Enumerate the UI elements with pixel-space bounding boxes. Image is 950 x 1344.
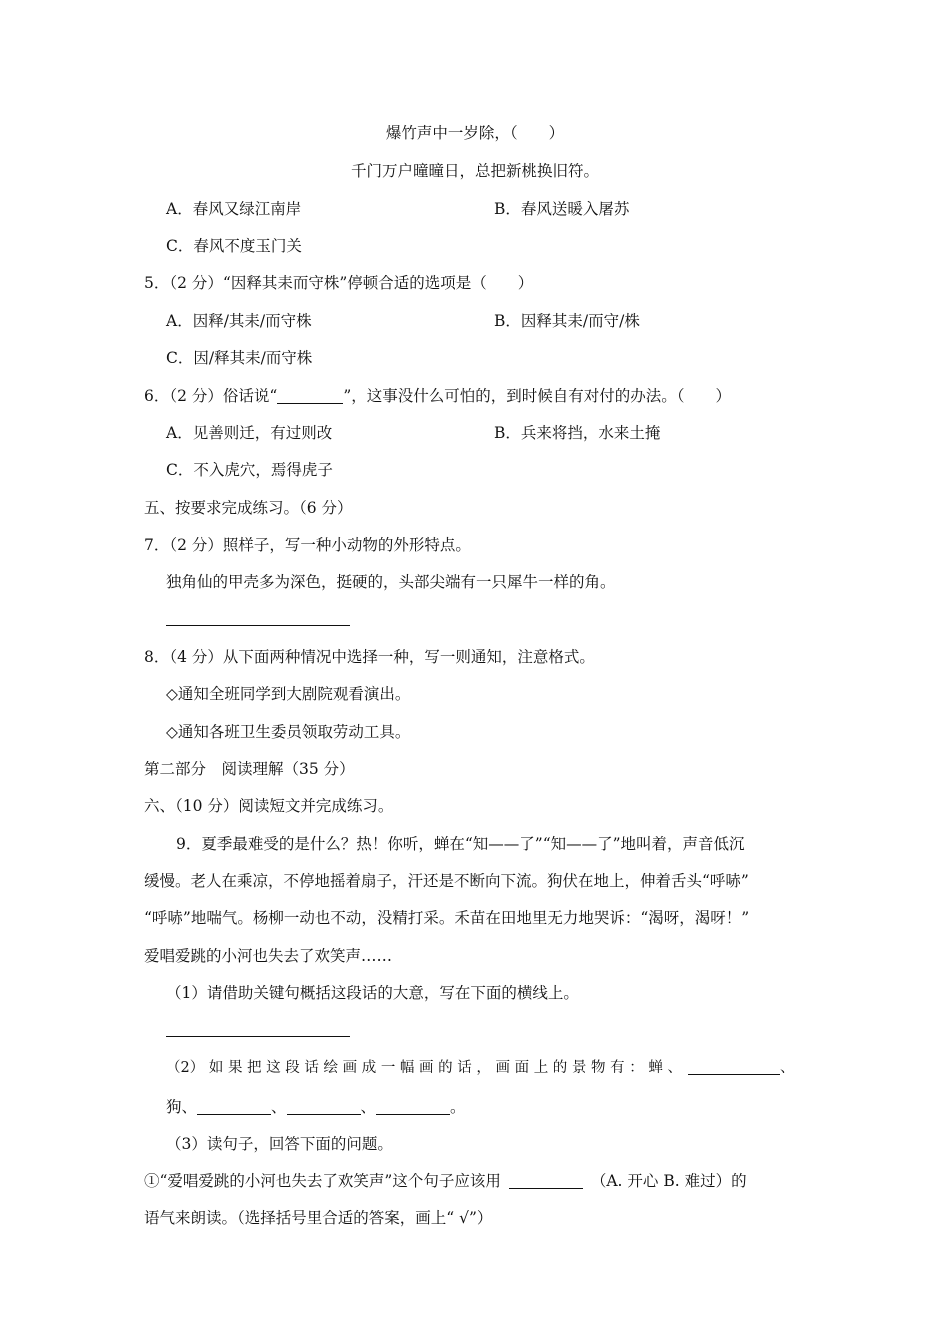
- q9-sub2-text: （2） 如 果 把 这 段 话 绘 画 成 一 幅 画 的 话 ， 画 面 上 的 景 物 有 ： 蝉 、: [166, 1060, 682, 1076]
- q9-sub2-blank-3[interactable]: [287, 1098, 361, 1115]
- section-6-title: 六、（10 分）阅读短文并完成练习。: [144, 797, 394, 815]
- q9-sub2-dog: 狗、: [166, 1098, 198, 1116]
- q9-sub2-blank-4[interactable]: [376, 1098, 450, 1115]
- q6-option-a: A．见善则迁，有过则改: [166, 424, 333, 442]
- q5-option-b: B．因释其耒/而守/株: [494, 312, 640, 330]
- q9-passage-line-4: 爱唱爱跳的小河也失去了欢笑声……: [144, 947, 393, 965]
- q8-stem: 8．（4 分）从下面两种情况中选择一种，写一则通知，注意格式。: [144, 648, 595, 666]
- q8-option-2: ◇通知各班卫生委员领取劳动工具。: [166, 723, 411, 741]
- q9-sub3-q1-blank[interactable]: [509, 1172, 583, 1189]
- q9-sub2-line-1: [166, 1057, 794, 1079]
- q7-stem: 7．（2 分）照样子，写一种小动物的外形特点。: [144, 536, 471, 554]
- q5-option-c: C．因/释其耒/而守株: [166, 349, 313, 367]
- q9-sub2-sep-2: 、: [271, 1098, 287, 1116]
- q6-stem-post: ”，这事没什么可怕的，到时候自有对付的办法。（ ）: [343, 387, 732, 405]
- q4-option-c: C．春风不度玉门关: [166, 237, 302, 255]
- poem-line-1: 爆竹声中一岁除，（ ）: [385, 124, 565, 142]
- q7-example: 独角仙的甲壳多为深色，挺硬的，头部尖端有一只犀牛一样的角。: [166, 573, 616, 591]
- q9-sub3-q1-pre: ①“爱唱爱跳的小河也失去了欢笑声”这个句子应该用: [144, 1172, 501, 1190]
- q9-sub2-sep: 、: [779, 1060, 795, 1076]
- q6-blank[interactable]: [277, 387, 343, 404]
- q9-sub2-line-2: [166, 1096, 466, 1118]
- q9-sub1: （1）请借助关键句概括这段话的大意，写在下面的横线上。: [166, 984, 579, 1002]
- section-5-title: 五、按要求完成练习。（6 分）: [144, 499, 353, 517]
- q9-sub2-blank-2[interactable]: [197, 1098, 271, 1115]
- q6-stem-pre: 6．（2 分）俗话说“: [144, 387, 278, 405]
- q9-passage-line-1: 9．夏季最难受的是什么？热！你听，蝉在“知——了”“知——了”地叫着，声音低沉: [176, 835, 745, 853]
- q4-option-b: B．春风送暖入屠苏: [494, 200, 630, 218]
- q5-stem: 5．（2 分）“因释其耒而守株”停顿合适的选项是（ ）: [144, 274, 534, 292]
- q9-sub2-sep-3: 、: [360, 1098, 377, 1116]
- q9-sub1-answer-line[interactable]: [166, 1036, 350, 1037]
- q8-option-1: ◇通知全班同学到大剧院观看演出。: [166, 685, 411, 703]
- q9-sub3-q1-post: （A. 开心 B. 难过）的: [590, 1172, 747, 1190]
- q5-option-a: A．因释/其耒/而守株: [166, 312, 312, 330]
- q9-passage-line-3: “呼哧”地喘气。杨柳一动也不动，没精打采。禾苗在田地里无力地哭诉：“渴呀，渴呀！”: [144, 909, 750, 927]
- poem-line-2: 千门万户曈曈日，总把新桃换旧符。: [350, 162, 599, 180]
- q9-passage-line-2: 缓慢。老人在乘凉，不停地摇着扇子，汗还是不断向下流。狗伏在地上，伸着舌头“呼哧”: [144, 872, 749, 890]
- q6-option-b: B．兵来将挡，水来土掩: [494, 424, 661, 442]
- q9-sub3: （3）读句子，回答下面的问题。: [166, 1135, 393, 1153]
- q9-sub2-end: 。: [450, 1098, 466, 1116]
- q9-sub3-q1-line-2: 语气来朗读。（选择括号里合适的答案，画上“ √”）: [144, 1209, 493, 1227]
- q7-answer-line[interactable]: [166, 625, 350, 626]
- q6-option-c: C．不入虎穴，焉得虎子: [166, 461, 333, 479]
- q6-stem: [144, 385, 731, 407]
- q9-sub2-blank-1[interactable]: [688, 1058, 780, 1075]
- part-2-title: 第二部分 阅读理解（35 分）: [144, 760, 355, 778]
- q4-option-a: A．春风又绿江南岸: [166, 200, 302, 218]
- q9-sub3-q1-line-1: [144, 1170, 747, 1192]
